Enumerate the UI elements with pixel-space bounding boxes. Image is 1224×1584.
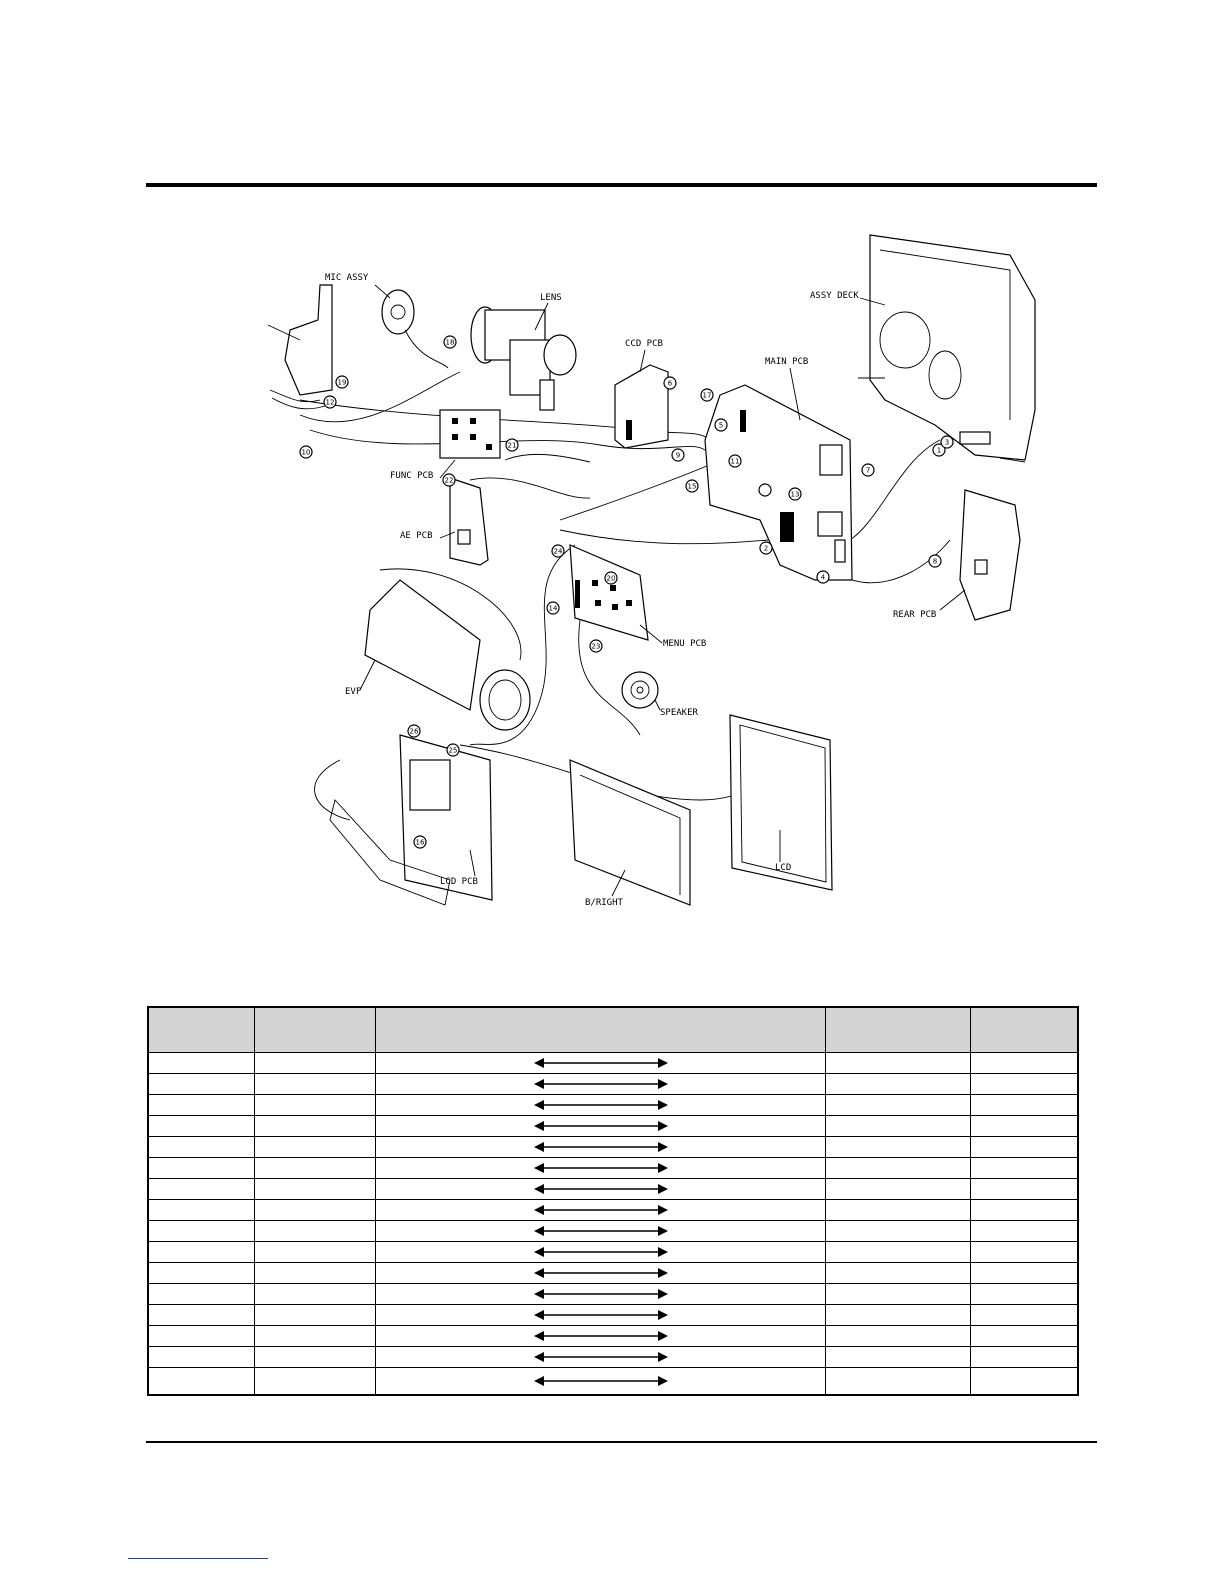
- svg-text:22: 22: [444, 476, 454, 485]
- table-row: [148, 1221, 1078, 1242]
- table-row: [148, 1326, 1078, 1347]
- callout-25: [447, 744, 459, 756]
- table-cell: [375, 1137, 825, 1158]
- table-cell: [970, 1284, 1078, 1305]
- svg-text:11: 11: [730, 457, 740, 466]
- table-cell: [970, 1368, 1078, 1396]
- label-evf: EVF: [345, 687, 362, 697]
- label-mic-assy: MIC ASSY: [325, 273, 369, 283]
- table-cell: [148, 1179, 255, 1200]
- table-row: [148, 1158, 1078, 1179]
- table-cell: [375, 1326, 825, 1347]
- table-cell: [148, 1305, 255, 1326]
- table-cell: [826, 1242, 971, 1263]
- svg-text:14: 14: [548, 604, 558, 613]
- table-cell: [970, 1179, 1078, 1200]
- table-cell: [148, 1221, 255, 1242]
- ccd-pcb: [615, 365, 668, 448]
- table-cell: [148, 1242, 255, 1263]
- svg-text:16: 16: [415, 838, 425, 847]
- table-cell: [826, 1368, 971, 1396]
- svg-text:13: 13: [790, 490, 800, 499]
- evf: [365, 580, 530, 730]
- table-cell: [148, 1074, 255, 1095]
- b-right-bracket: [570, 760, 690, 905]
- lens: [471, 307, 576, 410]
- assy-deck: [858, 235, 1035, 462]
- table-cell: [148, 1137, 255, 1158]
- table-cell: [826, 1221, 971, 1242]
- rear-pcb: [960, 490, 1020, 620]
- svg-text:6: 6: [667, 379, 673, 388]
- label-speaker: SPEAKER: [660, 708, 698, 718]
- table-header-cell: [375, 1007, 825, 1053]
- svg-text:5: 5: [718, 421, 724, 430]
- callout-18: [444, 336, 456, 348]
- svg-text:1: 1: [936, 446, 942, 455]
- callout-5: [715, 419, 727, 431]
- svg-text:9: 9: [675, 451, 681, 460]
- table-cell: [375, 1242, 825, 1263]
- svg-text:20: 20: [606, 574, 616, 583]
- label-menu-pcb: MENU PCB: [663, 639, 707, 649]
- svg-text:15: 15: [687, 482, 697, 491]
- callout-17: [701, 389, 713, 401]
- label-b-right: B/RIGHT: [585, 898, 623, 908]
- table-cell: [255, 1074, 376, 1095]
- table-cell: [826, 1158, 971, 1179]
- table-cell: [970, 1158, 1078, 1179]
- table-cell: [970, 1242, 1078, 1263]
- callout-12: [324, 396, 336, 408]
- table-cell: [255, 1284, 376, 1305]
- svg-text:8: 8: [932, 557, 938, 566]
- table-cell: [148, 1200, 255, 1221]
- label-lens: LENS: [540, 293, 562, 303]
- table-cell: [255, 1200, 376, 1221]
- svg-text:3: 3: [944, 438, 950, 447]
- double-arrow-icon: [534, 1057, 668, 1069]
- table-row: [148, 1137, 1078, 1158]
- double-arrow-icon: [534, 1078, 668, 1090]
- table-row: [148, 1368, 1078, 1396]
- table-cell: [970, 1263, 1078, 1284]
- callout-20: [605, 572, 617, 584]
- table-cell: [970, 1137, 1078, 1158]
- speaker: [622, 672, 658, 708]
- svg-text:17: 17: [702, 391, 712, 400]
- label-assy-deck: ASSY DECK: [810, 291, 859, 301]
- table-row: [148, 1116, 1078, 1137]
- table-cell: [970, 1221, 1078, 1242]
- table-cell: [375, 1200, 825, 1221]
- table-cell: [148, 1326, 255, 1347]
- table-header-cell: [826, 1007, 971, 1053]
- table-cell: [375, 1116, 825, 1137]
- ae-pcb: [450, 478, 488, 565]
- double-arrow-icon: [534, 1183, 668, 1195]
- main-pcb: [702, 385, 852, 580]
- callout-24: [552, 545, 564, 557]
- label-ccd-pcb: CCD PCB: [625, 339, 663, 349]
- table-cell: [148, 1158, 255, 1179]
- table-cell: [826, 1284, 971, 1305]
- connection-table: [147, 1006, 1079, 1396]
- table-cell: [826, 1305, 971, 1326]
- svg-text:25: 25: [448, 746, 458, 755]
- svg-text:12: 12: [325, 398, 335, 407]
- mic-bracket: [268, 285, 332, 409]
- svg-text:26: 26: [409, 727, 419, 736]
- label-rear-pcb: REAR PCB: [893, 610, 937, 620]
- table-cell: [970, 1074, 1078, 1095]
- table-cell: [375, 1347, 825, 1368]
- table-cell: [375, 1053, 825, 1074]
- table-cell: [148, 1095, 255, 1116]
- table-cell: [375, 1263, 825, 1284]
- callout-19: [336, 376, 348, 388]
- table-row: [148, 1305, 1078, 1326]
- double-arrow-icon: [534, 1120, 668, 1132]
- callout-14: [547, 602, 559, 614]
- callout-11: [729, 455, 741, 467]
- table-row: [148, 1284, 1078, 1305]
- callout-23: [590, 640, 602, 652]
- table-cell: [826, 1137, 971, 1158]
- table-cell: [970, 1200, 1078, 1221]
- table-cell: [375, 1074, 825, 1095]
- table-cell: [148, 1053, 255, 1074]
- table-row: [148, 1053, 1078, 1074]
- table-header-row: [148, 1007, 1078, 1053]
- svg-text:4: 4: [820, 573, 826, 582]
- double-arrow-icon: [534, 1225, 668, 1237]
- svg-text:2: 2: [763, 544, 769, 553]
- label-main-pcb: MAIN PCB: [765, 357, 809, 367]
- table-cell: [255, 1116, 376, 1137]
- menu-pcb: [570, 545, 648, 640]
- double-arrow-icon: [534, 1246, 668, 1258]
- callout-21: [506, 439, 518, 451]
- table-cell: [375, 1284, 825, 1305]
- table-body: [148, 1053, 1078, 1396]
- svg-text:18: 18: [445, 338, 455, 347]
- double-arrow-icon: [534, 1267, 668, 1279]
- table-cell: [826, 1263, 971, 1284]
- double-arrow-icon: [534, 1141, 668, 1153]
- double-arrow-icon: [534, 1309, 668, 1321]
- table-header-cell: [970, 1007, 1078, 1053]
- table-cell: [148, 1263, 255, 1284]
- svg-text:10: 10: [301, 448, 311, 457]
- callout-7: [862, 464, 874, 476]
- table-row: [148, 1242, 1078, 1263]
- svg-text:19: 19: [337, 378, 347, 387]
- table-cell: [375, 1221, 825, 1242]
- svg-text:23: 23: [591, 642, 601, 651]
- table-cell: [970, 1305, 1078, 1326]
- label-lcd: LCD: [775, 863, 792, 873]
- callout-9: [672, 449, 684, 461]
- svg-text:24: 24: [553, 547, 563, 556]
- table-cell: [148, 1284, 255, 1305]
- table-row: [148, 1074, 1078, 1095]
- double-arrow-icon: [534, 1162, 668, 1174]
- table-cell: [375, 1305, 825, 1326]
- callout-10: [300, 446, 312, 458]
- label-ae-pcb: AE PCB: [400, 531, 433, 541]
- table-cell: [375, 1368, 825, 1396]
- table-cell: [826, 1347, 971, 1368]
- table-cell: [255, 1179, 376, 1200]
- table-cell: [255, 1263, 376, 1284]
- table-cell: [826, 1095, 971, 1116]
- table-header-cell: [148, 1007, 255, 1053]
- double-arrow-icon: [534, 1375, 668, 1387]
- table-cell: [255, 1221, 376, 1242]
- table-cell: [255, 1326, 376, 1347]
- double-arrow-icon: [534, 1351, 668, 1363]
- table-cell: [255, 1368, 376, 1396]
- table-cell: [826, 1053, 971, 1074]
- callout-22: [443, 474, 455, 486]
- table-cell: [148, 1368, 255, 1396]
- callout-13: [789, 488, 801, 500]
- callout-16: [414, 836, 426, 848]
- double-arrow-icon: [534, 1288, 668, 1300]
- table-cell: [970, 1326, 1078, 1347]
- table-cell: [255, 1137, 376, 1158]
- table-row: [148, 1263, 1078, 1284]
- table-cell: [826, 1326, 971, 1347]
- double-arrow-icon: [534, 1204, 668, 1216]
- table-cell: [255, 1242, 376, 1263]
- table-row: [148, 1200, 1078, 1221]
- callout-3: [941, 436, 953, 448]
- label-func-pcb: FUNC PCB: [390, 471, 434, 481]
- callout-2: [760, 542, 772, 554]
- table-cell: [826, 1179, 971, 1200]
- table-cell: [826, 1074, 971, 1095]
- table-row: [148, 1347, 1078, 1368]
- footer-rule: [146, 1441, 1097, 1443]
- table-row: [148, 1095, 1078, 1116]
- table-cell: [970, 1053, 1078, 1074]
- table-cell: [148, 1347, 255, 1368]
- table-row: [148, 1179, 1078, 1200]
- table-cell: [826, 1116, 971, 1137]
- footer-link-underline: [128, 1558, 268, 1559]
- svg-text:7: 7: [865, 466, 871, 475]
- table-cell: [970, 1095, 1078, 1116]
- table-cell: [375, 1158, 825, 1179]
- mic-assy: [382, 290, 448, 368]
- func-pcb: [440, 410, 500, 458]
- table-cell: [255, 1095, 376, 1116]
- table-cell: [255, 1053, 376, 1074]
- svg-text:21: 21: [507, 441, 517, 450]
- table-cell: [970, 1116, 1078, 1137]
- double-arrow-icon: [534, 1099, 668, 1111]
- table-cell: [148, 1116, 255, 1137]
- table-cell: [255, 1158, 376, 1179]
- table-cell: [255, 1347, 376, 1368]
- callout-8: [929, 555, 941, 567]
- table-cell: [375, 1179, 825, 1200]
- double-arrow-icon: [534, 1330, 668, 1342]
- table-cell: [255, 1305, 376, 1326]
- label-lcd-pcb: LCD PCB: [440, 877, 478, 887]
- table-cell: [375, 1095, 825, 1116]
- callout-6: [664, 377, 676, 389]
- table-cell: [970, 1347, 1078, 1368]
- callout-4: [817, 571, 829, 583]
- table-header-cell: [255, 1007, 376, 1053]
- callout-15: [686, 480, 698, 492]
- callout-26: [408, 725, 420, 737]
- table-cell: [826, 1200, 971, 1221]
